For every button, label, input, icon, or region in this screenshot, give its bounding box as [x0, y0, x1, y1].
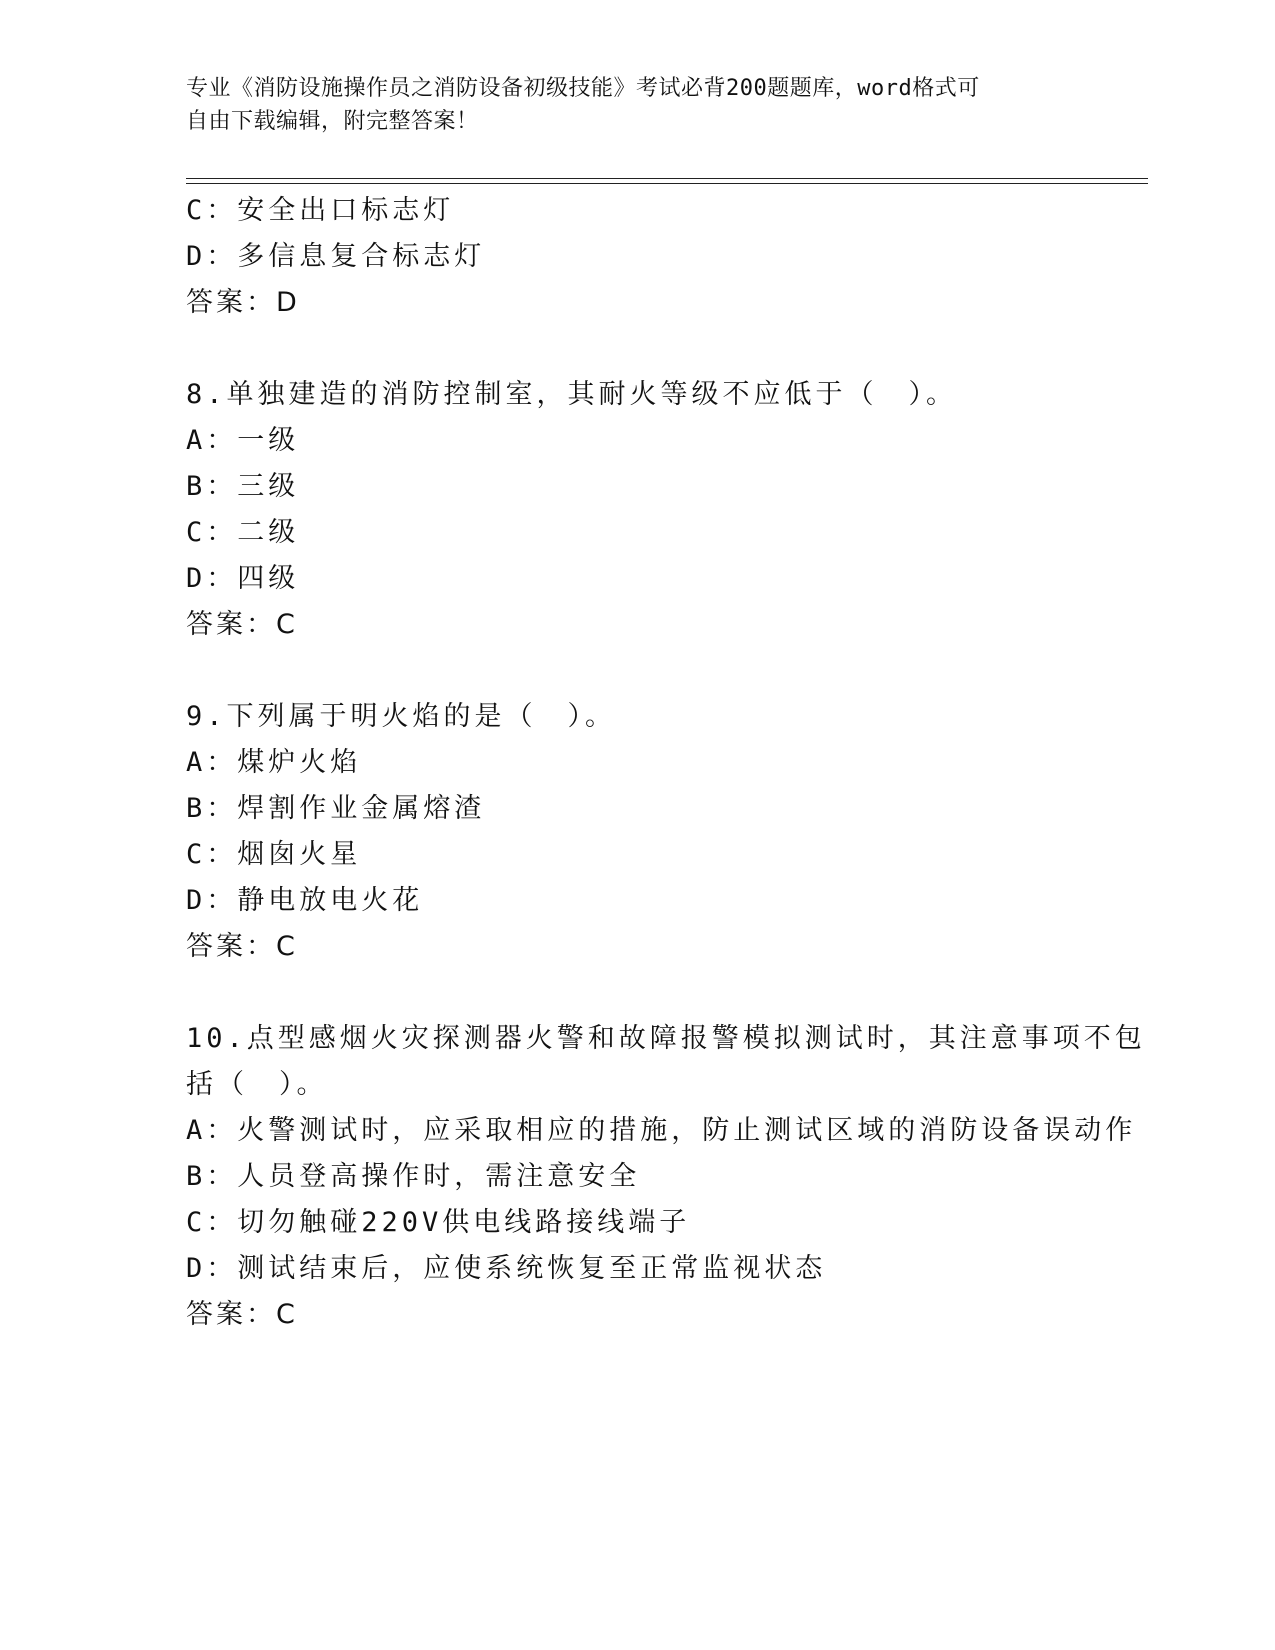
question-stem-line-2: 括（ ）。 [186, 1069, 328, 1100]
option-a: A：煤炉火焰 [186, 747, 362, 778]
option-c: C：烟囱火星 [186, 839, 362, 870]
question-stem-line-1: 10.点型感烟火灾探测器火警和故障报警模拟测试时，其注意事项不包 [186, 1023, 1146, 1054]
question-block-10 [186, 1016, 1146, 1338]
header-title-line-2: 自由下载编辑，附完整答案！ [186, 109, 479, 134]
header-divider-top [186, 178, 1148, 179]
answer: 答案：C [186, 609, 298, 640]
answer: 答案：C [186, 931, 298, 962]
option-d: D：多信息复合标志灯 [186, 241, 486, 272]
option-a: A：火警测试时，应采取相应的措施，防止测试区域的消防设备误动作 [186, 1115, 1137, 1146]
option-c: C：安全出口标志灯 [186, 195, 455, 226]
option-c: C：二级 [186, 517, 300, 548]
option-b: B：人员登高操作时，需注意安全 [186, 1161, 641, 1192]
document-header [186, 72, 1066, 138]
spacer [186, 648, 1086, 694]
header-divider-bottom [186, 183, 1148, 184]
option-b: B：三级 [186, 471, 300, 502]
question-block-9 [186, 694, 1086, 970]
spacer [186, 326, 1086, 372]
answer: 答案：C [186, 1299, 298, 1330]
option-d: D：静电放电火花 [186, 885, 424, 916]
question-block-8 [186, 372, 1086, 648]
spacer [186, 970, 1086, 1016]
option-a: A：一级 [186, 425, 300, 456]
option-d: D：测试结束后，应使系统恢复至正常监视状态 [186, 1253, 827, 1284]
option-c: C：切勿触碰220V供电线路接线端子 [186, 1207, 691, 1238]
answer: 答案：D [186, 287, 300, 318]
question-list [186, 188, 1146, 1338]
question-stem: 8.单独建造的消防控制室，其耐火等级不应低于（ ）。 [186, 379, 958, 410]
header-title-line-1: 专业《消防设施操作员之消防设备初级技能》考试必背200题题库，word格式可 [186, 76, 980, 101]
question-stem: 9.下列属于明火焰的是（ ）。 [186, 701, 617, 732]
option-d: D：四级 [186, 563, 300, 594]
option-b: B：焊割作业金属熔渣 [186, 793, 486, 824]
question-block-prev [186, 188, 1086, 326]
